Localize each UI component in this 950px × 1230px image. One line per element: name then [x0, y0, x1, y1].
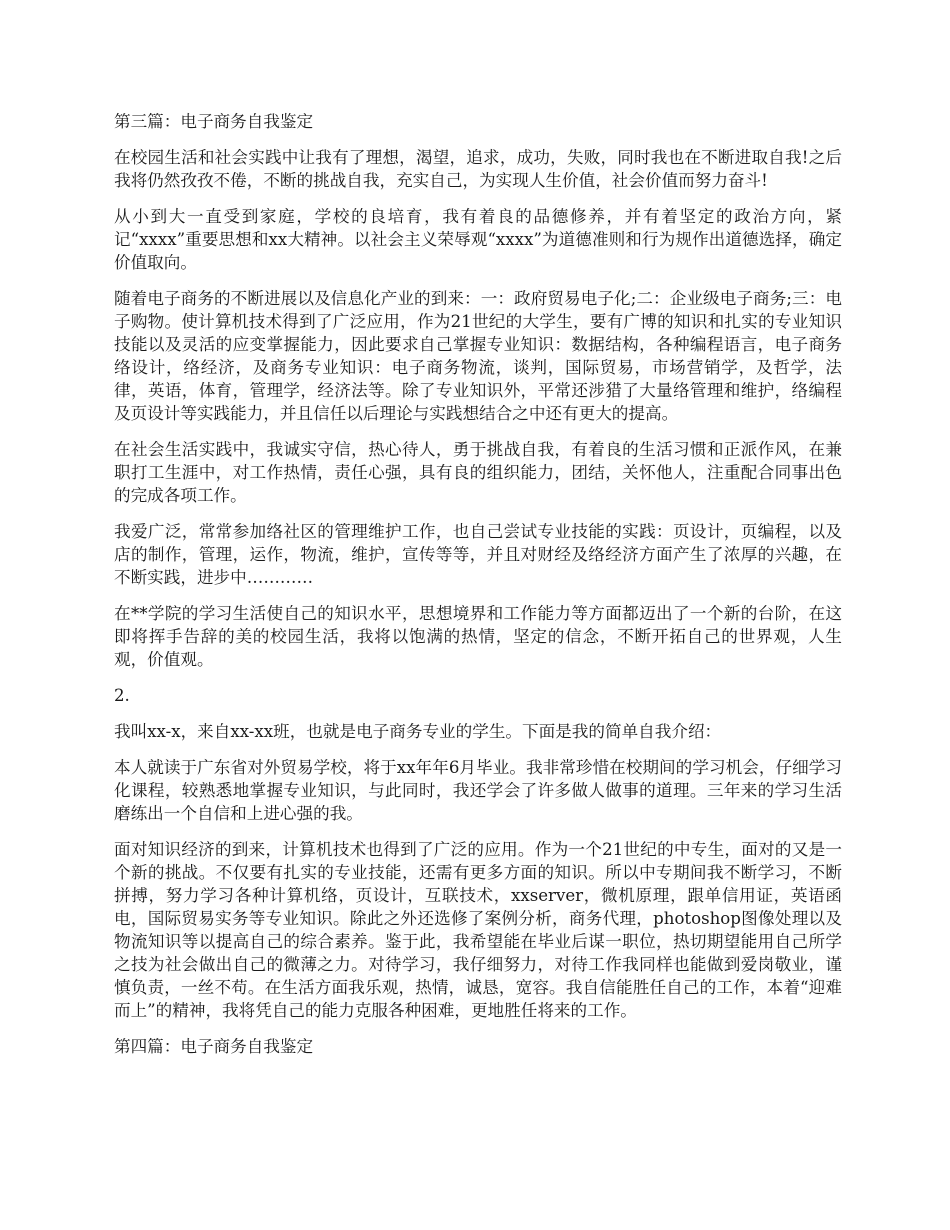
paragraph: 在社会生活实践中，我诚实守信，热心待人，勇于挑战自我，有着良的生活习惯和正派作风，在兼职打工生涯中，对工作热情，责任心强，具有良的组织能力，团结，关怀他人，注重配合同事出色的完成各项工作。: [114, 440, 842, 505]
document-page: [114, 110, 842, 1071]
paragraph: 本人就读于广东省对外贸易学校，将于xx年年6月毕业。我非常珍惜在校期间的学习机会，仔细学习化课程，较熟悉地掌握专业知识，与此同时，我还学会了许多做人做事的道理。三年来的学习生活磨练出一个自信和上进心强的我。: [114, 758, 842, 823]
section-heading-part-3: 第三篇：电子商务自我鉴定: [114, 112, 314, 131]
paragraph: 从小到大一直受到家庭，学校的良培育，我有着良的品德修养，并有着坚定的政治方向，紧记“xxxx”重要思想和xx大精神。以社会主义荣辱观“xxxx”为道德准则和行为规作出道德选择，确定价值取向。: [114, 207, 842, 272]
section-heading-part-4: 第四篇：电子商务自我鉴定: [114, 1037, 314, 1056]
paragraph: 面对知识经济的到来，计算机技术也得到了广泛的应用。作为一个21世纪的中专生，面对的又是一个新的挑战。不仅要有扎实的专业技能，还需有更多方面的知识。所以中专期间我不断学习，不断拼搏，努力学习各种计算机络，页设计，互联技术，xxserver，微机原理，跟单信用证，英语函电，国际贸易实务等专业知识。除此之外还选修了案例分析，商务代理，photoshop图像处理以及物流知识等以提高自己的综合素养。鉴于此，我希望能在毕业后谋一职位，热切期望能用自己所学之技为社会做出自己的微薄之力。对待学习，我仔细努力，对待工作我同样也能做到爱岗敬业，谨慎负责，一丝不苟。在生活方面我乐观，热情，诚恳，宽容。我自信能胜任自己的工作，本着“迎难而上”的精神，我将凭自己的能力克服各种困难，更地胜任将来的工作。: [114, 840, 842, 1020]
section-number: 2.: [114, 686, 130, 705]
paragraph: 我爱广泛，常常参加络社区的管理维护工作，也自己尝试专业技能的实践：页设计，页编程，以及店的制作，管理，运作，物流，维护，宣传等等，并且对财经及络经济方面产生了浓厚的兴趣，在不断实践，进步中…………: [114, 522, 842, 587]
paragraph: 我叫xx-x，来自xx-xx班，也就是电子商务专业的学生。下面是我的简单自我介绍：: [114, 722, 722, 741]
paragraph: 随着电子商务的不断进展以及信息化产业的到来：一：政府贸易电子化;二：企业级电子商务;三：电子购物。使计算机技术得到了广泛应用，作为21世纪的大学生，要有广博的知识和扎实的专业知识技能以及灵活的应变掌握能力，因此要求自己掌握专业知识：数据结构，各种编程语言，电子商务络设计，络经济，及商务专业知识：电子商务物流，谈判，国际贸易，市场营销学，及哲学，法律，英语，体育，管理学，经济法等。除了专业知识外，平常还涉猎了大量络管理和维护，络编程及页设计等实践能力，并且信任以后理论与实践想结合之中还有更大的提高。: [114, 289, 842, 423]
paragraph: 在**学院的学习生活使自己的知识水平，思想境界和工作能力等方面都迈出了一个新的台阶，在这即将挥手告辞的美的校园生活，我将以饱满的热情，坚定的信念，不断开拓自己的世界观，人生观，价值观。: [114, 604, 842, 669]
paragraph: 在校园生活和社会实践中让我有了理想，渴望，追求，成功，失败，同时我也在不断进取自我!之后我将仍然孜孜不倦，不断的挑战自我，充实自己，为实现人生价值，社会价值而努力奋斗!: [114, 148, 842, 190]
